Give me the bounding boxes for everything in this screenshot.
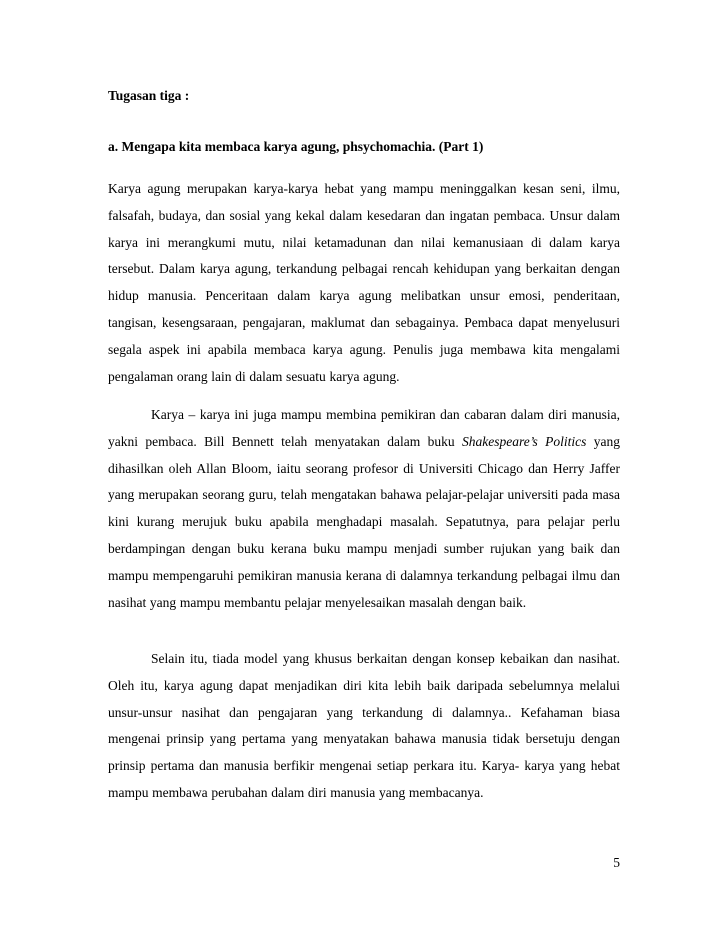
assignment-heading: Tugasan tiga : (108, 88, 190, 103)
paragraph-2 (108, 402, 620, 616)
section-title: a. Mengapa kita membaca karya agung, phsychomachia. (Part 1) (108, 139, 484, 154)
book-title: Shakespeare’s Politics (462, 433, 587, 449)
paragraph-3 (108, 646, 620, 807)
paragraph-1: Karya agung merupakan karya-karya hebat yang mampu meninggalkan kesan seni, ilmu, falsafah, budaya, dan sosial yang kekal dalam kesedaran dan ingatan pembaca. Unsur dalam karya ini merangkumi mutu, nilai ketamadunan dan nilai kemanusiaan di dalam karya tersebut. Dalam karya agung, terkandung pelbagai rencah kehidupan yang berkaitan dengan hidup manusia. Penceritaan dalam karya agung melibatkan unsur emosi, penderitaan, tangisan, kesengsaraan, pengajaran, maklumat dan sebagainya. Pembaca dapat menyelusuri segala aspek ini apabila membaca karya agung. Penulis juga membawa kita mengalami pengalaman orang lain di dalam sesuatu karya agung. (108, 181, 620, 384)
paragraph-2-part-2: yang dihasilkan oleh Allan Bloom, iaitu seorang profesor di Universiti Chicago dan Herry Jaffer yang merupakan seorang guru, telah mengatakan bahawa pelajar-pelajar universiti pada masa kini kurang merujuk buku apabila menghadapi masalah. Sepatutnya, para pelajar perlu berdampingan dengan buku kerana buku mampu menjadi sumber rujukan yang baik dan mampu mempengaruhi pemikiran manusia kerana di dalamnya terkandung pelbagai ilmu dan nasihat yang mampu membantu pelajar menyelesaikan masalah dengan baik. (108, 433, 620, 610)
paragraph-3-text: Selain itu, tiada model yang khusus berkaitan dengan konsep kebaikan dan nasihat. Oleh itu, karya agung dapat menjadikan diri kita lebih baik daripada sebelumnya melalui unsur-unsur nasihat dan pengajaran yang terkandung di dalamnya.. Kefahaman biasa mengenai prinsip yang pertama yang menyatakan bahawa manusia tidak bersetuju dengan prinsip pertama dan manusia berfikir mengenai setiap perkara itu. Karya- karya yang hebat mampu membawa perubahan dalam diri manusia yang membacanya. (108, 651, 620, 800)
page-number: 5 (613, 855, 620, 870)
paragraph-2-part-1: Karya – karya ini juga mampu membina pemikiran dan cabaran dalam diri manusia, yakni pembaca. Bill Bennett telah menyatakan dalam buku (108, 407, 620, 449)
